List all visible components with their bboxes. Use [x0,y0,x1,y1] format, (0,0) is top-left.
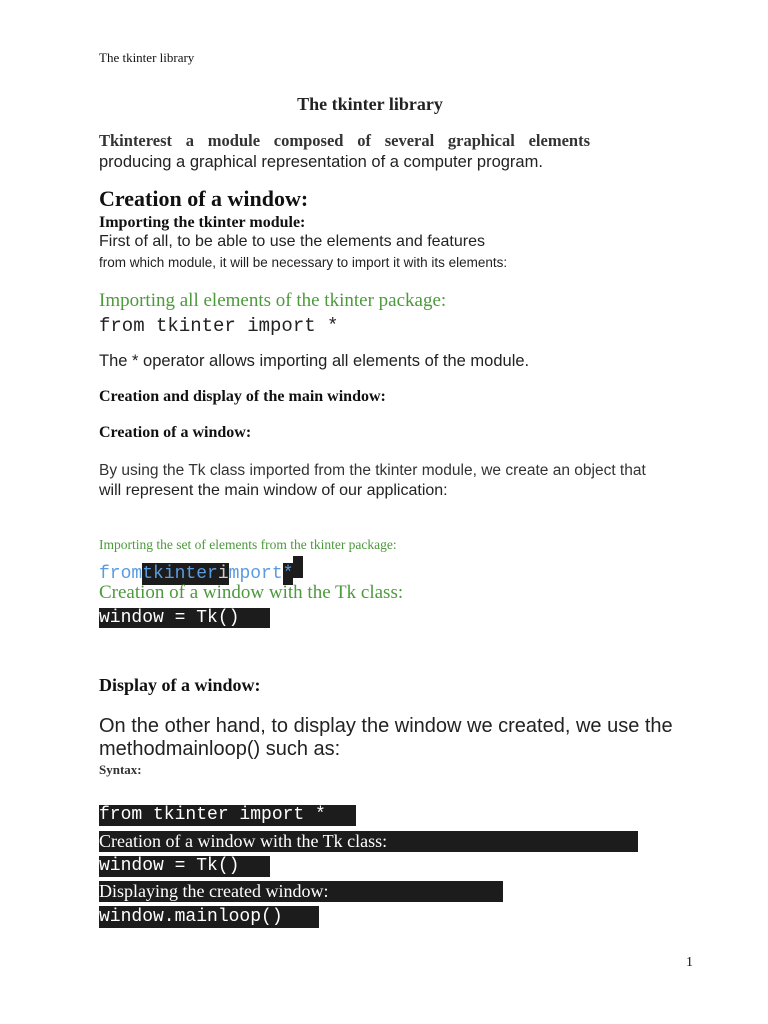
document-title: The tkinter library [297,94,443,114]
section-heading-creation-window: Creation of a window: [99,186,309,211]
paragraph-tk-class-line-2: will represent the main window of our application: [99,482,448,499]
code-keyword-import: mport [228,564,283,584]
paragraph-operator: The * operator allows importing all elements of the module. [99,352,530,370]
subheading-importing-module: Importing the tkinter module: [99,214,306,231]
heading-display-window: Display of a window: [99,675,261,695]
syntax-comment-line-2: Creation of a window with the Tk class: [99,831,638,852]
intro-line-1: Tkinterest a module composed of several graphical elements [99,131,590,150]
code-star: * [282,564,294,584]
green-caption-importing-set: Importing the set of elements from the tkinter package: [99,537,397,552]
paragraph-display-line-1: On the other hand, to display the window we created, we use the [99,715,673,737]
paragraph-first-of-all-line-1: First of all, to be able to use the elements and features [99,233,485,250]
code-window-assignment: window = Tk() [99,608,270,628]
paragraph-display-line-2: methodmainloop() such as: [99,738,341,760]
page-header: The tkinter library [99,50,195,65]
heading-creation-of-window: Creation of a window: [99,424,252,441]
green-heading-creation-tk: Creation of a window with the Tk class: [99,582,404,603]
page-number: 1 [686,955,693,970]
syntax-code-line-5: window.mainloop() [99,906,319,928]
syntax-comment-line-4: Displaying the created window: [99,881,503,902]
paragraph-tk-class-line-1: By using the Tk class imported from the tkinter module, we create an object that [99,462,646,479]
code-import-first-char: i [217,564,229,584]
code-import-highlighted [99,556,303,584]
syntax-label: Syntax: [99,762,142,777]
code-keyword-from: from [99,564,143,584]
heading-creation-display-main-window: Creation and display of the main window: [99,388,386,405]
code-trailing-highlight [293,556,303,578]
syntax-code-line-3: window = Tk() [99,856,270,877]
code-module-name: tkinter [142,564,218,584]
syntax-code-line-1: from tkinter import * [99,805,356,826]
green-heading-importing-all: Importing all elements of the tkinter package: [99,290,447,311]
paragraph-first-of-all-line-2: from which module, it will be necessary to import it with its elements: [99,255,508,270]
code-import-line: from tkinter import * [99,315,339,337]
intro-line-2: producing a graphical representation of a computer program. [99,153,543,171]
